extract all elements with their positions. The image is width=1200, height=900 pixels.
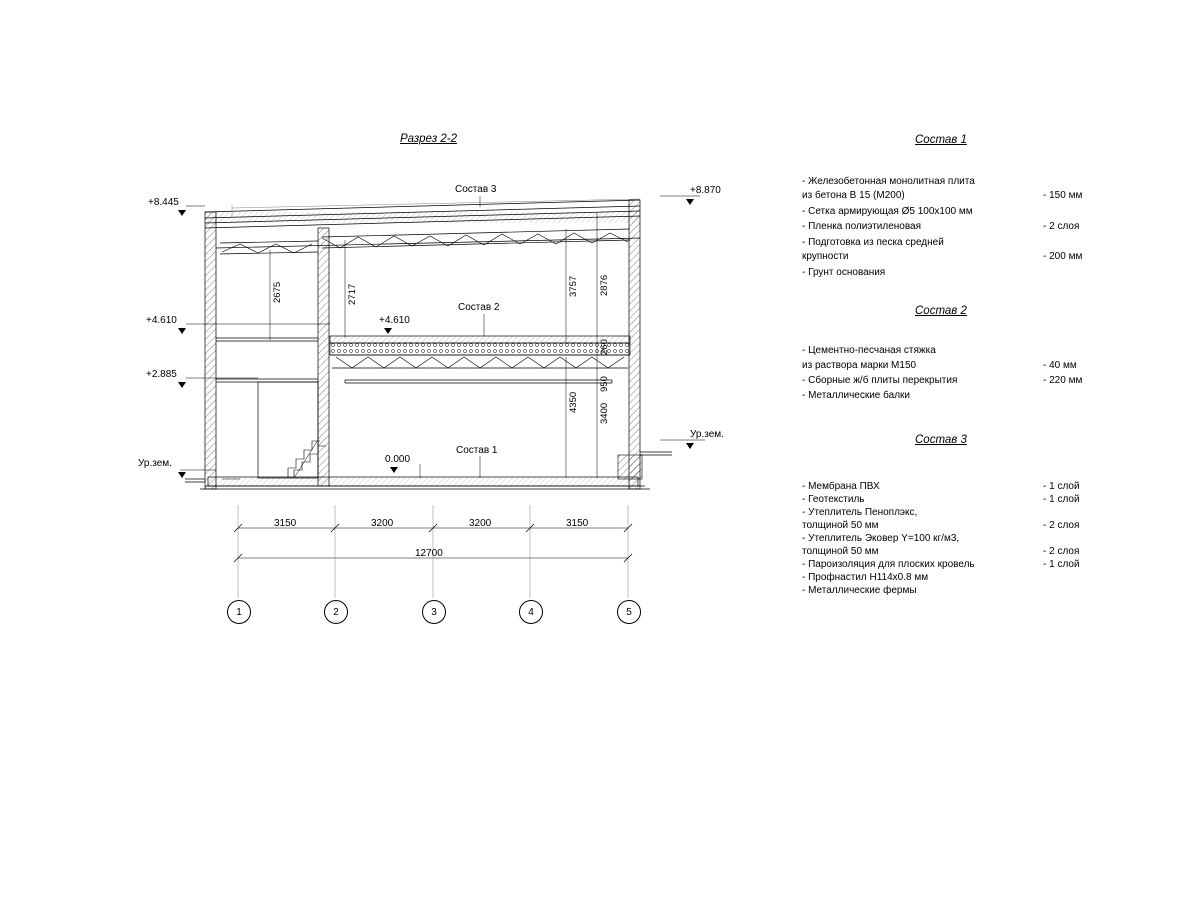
level-arrow-icon: [178, 472, 186, 478]
legend-row-text: крупности: [802, 251, 849, 262]
legend-row-value: - 2 слоя: [1043, 546, 1080, 557]
dimension-vertical: 2717: [347, 283, 358, 305]
legend-row-value: - 200 мм: [1043, 251, 1083, 262]
legend-row-text: - Пароизоляция для плоских кровель: [802, 559, 975, 570]
level-arrow-icon: [384, 328, 392, 334]
legend-title-sostav-1: Состав 1: [915, 134, 967, 146]
level-mark: +8.870: [690, 185, 721, 196]
legend-row-value: - 40 мм: [1043, 360, 1077, 371]
legend-row-text: - Профнастил Н114х0.8 мм: [802, 572, 929, 583]
legend-row-text: - Утеплитель Пеноплэкс,: [802, 507, 918, 518]
dimension-vertical: 2675: [272, 281, 283, 303]
level-mark: +8.445: [148, 197, 179, 208]
ground-level-mark: Ур.зем.: [138, 458, 172, 469]
level-arrow-icon: [686, 443, 694, 449]
dimension-vertical: 3757: [568, 275, 579, 297]
axis-bubble-4: 4: [519, 600, 543, 624]
legend-row-value: - 1 слой: [1043, 481, 1080, 492]
legend-row-text: из бетона В 15 (М200): [802, 190, 905, 201]
level-mark: +4.610: [379, 315, 410, 326]
dimension-vertical: 260: [599, 339, 610, 355]
legend-title-sostav-2: Состав 2: [915, 305, 967, 317]
legend-title-sostav-3: Состав 3: [915, 434, 967, 446]
legend-row-value: - 220 мм: [1043, 375, 1083, 386]
legend-row-text: - Цементно-песчаная стяжка: [802, 345, 936, 356]
level-arrow-icon: [178, 382, 186, 388]
legend-row-value: - 2 слоя: [1043, 221, 1080, 232]
dimension-span: 3150: [566, 518, 589, 529]
legend-row-text: - Металлические балки: [802, 390, 910, 401]
dimension-span: 3200: [469, 518, 492, 529]
legend-row-text: - Сетка армирующая Ø5 100х100 мм: [802, 206, 973, 217]
legend-row-text: - Подготовка из песка средней: [802, 237, 944, 248]
axis-bubble-1: 1: [227, 600, 251, 624]
level-arrow-icon: [178, 328, 186, 334]
legend-row-text: - Пленка полиэтиленовая: [802, 221, 922, 232]
legend-row-text: - Грунт основания: [802, 267, 886, 278]
legend-row-text: толщиной 50 мм: [802, 546, 879, 557]
legend-row-text: - Утеплитель Эковер Y=100 кг/м3,: [802, 533, 960, 544]
dimension-span: 3200: [371, 518, 394, 529]
legend-row-value: - 1 слой: [1043, 559, 1080, 570]
level-arrow-icon: [686, 199, 694, 205]
legend-row-value: - 2 слоя: [1043, 520, 1080, 531]
legend-row-value: - 150 мм: [1043, 190, 1083, 201]
ground-level-mark: Ур.зем.: [690, 429, 724, 440]
dimension-vertical: 950: [599, 376, 610, 392]
callout-sostav-3: Состав 3: [455, 184, 497, 195]
axis-bubble-5: 5: [617, 600, 641, 624]
level-arrow-icon: [390, 467, 398, 473]
level-mark: +4.610: [146, 315, 177, 326]
legend-row-text: - Железобетонная монолитная плита: [802, 176, 975, 187]
dimension-total: 12700: [415, 548, 443, 559]
dimension-vertical: 3400: [599, 402, 610, 424]
axis-bubble-3: 3: [422, 600, 446, 624]
dimension-vertical: 4350: [568, 391, 579, 413]
dimension-span: 3150: [274, 518, 297, 529]
legend-row-text: - Мембрана ПВХ: [802, 481, 880, 492]
level-mark: +2.885: [146, 369, 177, 380]
legend-row-text: - Металлические фермы: [802, 585, 917, 596]
legend-row-text: - Геотекстиль: [802, 494, 865, 505]
legend-row-text: из раствора марки М150: [802, 360, 917, 371]
axis-bubble-2: 2: [324, 600, 348, 624]
dimension-vertical: 2876: [599, 274, 610, 296]
legend-row-value: - 1 слой: [1043, 494, 1080, 505]
level-arrow-icon: [178, 210, 186, 216]
section-title: Разрез 2-2: [400, 133, 457, 145]
legend-row-text: толщиной 50 мм: [802, 520, 879, 531]
legend-row-text: - Сборные ж/б плиты перекрытия: [802, 375, 958, 386]
level-mark: 0.000: [385, 454, 411, 465]
callout-sostav-1: Состав 1: [456, 445, 498, 456]
callout-sostav-2: Состав 2: [458, 302, 500, 313]
